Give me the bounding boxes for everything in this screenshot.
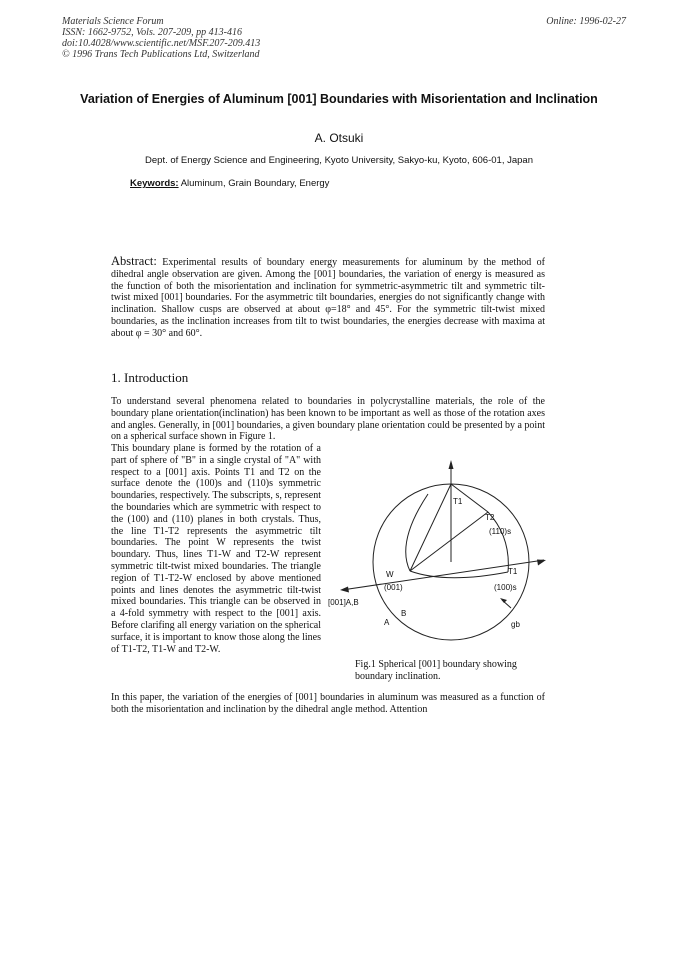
section-heading: 1. Introduction: [111, 370, 189, 385]
label-110: (110)s: [489, 527, 512, 536]
intro-paragraph-2: This boundary plane is formed by the rotation of a part of sphere of "B" in a single crystal of "A" with respect to a [001] axis. Points T1 and T2 on the surface denote the (100)s and (110)s symmetric boundaries, respectively. The subscripts, s, represent the boundaries which are symmetric with respect to the (100) and (110) planes in both crystals. Thus, the line T1-T2 represents the asymmetric tilt boundaries. The point W represents the twist boundary. Thus, lines T1-W and T2-W represent symmetric tilt-twist mixed boundaries. The triangle region of T1-T2-W enclosed by above mentioned points and lines denotes the asymmetric tilt-twist mixed boundaries. This triangle can be observed in a 4-fold symmetry with respect to the [001] axis. Before clarifing all energy variation on the spherical surface, it is important to know those along the lines of T1-T2, T1-W and T2-W.: [111, 443, 321, 655]
intro-paragraph-3: In this paper, the variation of the energies of [001] boundaries in aluminum was measured as a function of both the misorientation and inclination by the dihedral angle method. Attention: [111, 692, 545, 715]
spherical-boundary-figure: [326, 452, 548, 642]
keywords-label: Keywords:: [130, 178, 179, 189]
copyright-line: © 1996 Trans Tech Publications Ltd, Switzerland: [62, 49, 260, 60]
label-t1: T1: [453, 497, 463, 506]
gb-arrowhead: [500, 598, 507, 603]
label-001: (001): [384, 583, 403, 592]
axis-arrowhead-right: [537, 560, 546, 566]
line-t1-w: [410, 484, 451, 571]
issn-line: ISSN: 1662-9752, Vols. 207-209, pp 413-416: [62, 27, 242, 38]
doi-line: doi:10.4028/www.scientific.net/MSF.207-209.413: [62, 38, 261, 49]
author: A. Otsuki: [314, 131, 364, 145]
line-t2-w: [410, 512, 488, 571]
axis-arrowhead-top: [449, 460, 454, 469]
lower-arc: [410, 571, 508, 578]
journal-name: Materials Science Forum: [62, 16, 164, 27]
abstract-text: Experimental results of boundary energy measurements for aluminum by the method of dihedral angle observation are given. Among the [001] boundaries, the variation of energy is measured as the function of both the misorientation and inclination for symmetric-asymmetric tilt and symmetric tilt-twist mixed [001] boundaries. For the asymmetric tilt boundaries, energies do not significantly change with inclination. Shallow cusps are observed at about φ=18° and 45°. For the symmetric tilt-twist mixed boundaries, as the inclination increases from tilt to twist boundaries, the energies decrease with maxima at about φ = 30° and 60°.: [111, 257, 546, 339]
label-t1-right: T1: [508, 567, 518, 576]
paper-title: Variation of Energies of Aluminum [001] Boundaries with Misorientation and Inclination: [80, 92, 598, 106]
abstract-label: Abstract:: [111, 254, 157, 268]
keywords-text: Aluminum, Grain Boundary, Energy: [180, 178, 330, 189]
label-w: W: [386, 570, 394, 579]
affiliation: Dept. of Energy Science and Engineering, Kyoto University, Sakyo-ku, Kyoto, 606-01, Japan: [145, 155, 533, 166]
label-gb: gb: [511, 620, 520, 629]
label-t2: T2: [485, 513, 495, 522]
intro-paragraph-1: To understand several phenomena related to boundaries in polycrystalline materials, the role of the boundary plane orientation(inclination) has been known to be important as well as those of the rotation axes and angles. Generally, in [001] boundaries, a given boundary plane orientation could be presented by a point on a spherical surface shown in Figure 1.: [111, 396, 545, 443]
abstract: [111, 256, 545, 340]
online-date: Online: 1996-02-27: [546, 16, 626, 27]
label-b: B: [401, 609, 407, 618]
axis-arrowhead-left: [340, 587, 349, 593]
header-meta: [62, 16, 260, 60]
keywords: [130, 178, 329, 189]
label-axis-001: [001]A,B: [328, 598, 359, 607]
figure-caption: Fig.1 Spherical [001] boundary showing boundary inclination.: [355, 659, 517, 682]
label-100: (100)s: [494, 583, 517, 592]
label-a: A: [384, 618, 390, 627]
